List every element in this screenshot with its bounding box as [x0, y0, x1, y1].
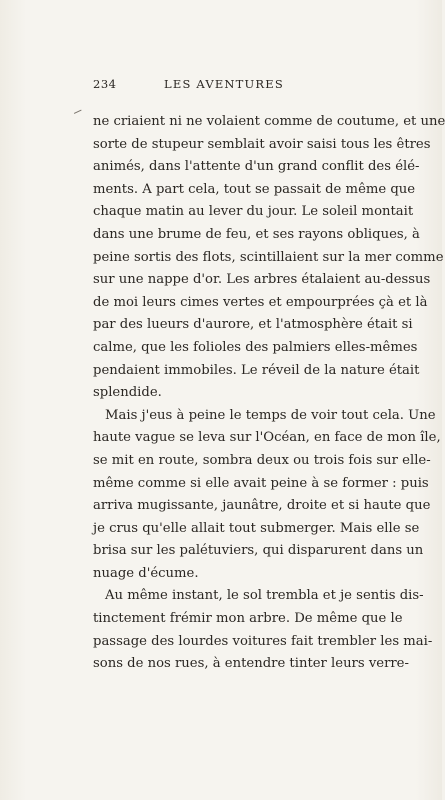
text-line: sorte de stupeur semblait avoir saisi tous les êtres: [93, 136, 431, 152]
text-line: haute vague se leva sur l'Océan, en face de mon île,: [93, 430, 441, 446]
text-line: Mais j'eus à peine le temps de voir tout cela. Une: [105, 407, 436, 423]
text-line: Au même instant, le sol trembla et je sentis dis-: [105, 588, 424, 604]
text-line: même comme si elle avait peine à se former : puis: [93, 475, 429, 491]
text-line: chaque matin au lever du jour. Le soleil montait: [93, 204, 414, 220]
text-line: peine sortis des flots, scintillaient sur la mer comme: [93, 249, 444, 265]
text-line: brisa sur les palétuviers, qui disparurent dans un: [93, 543, 424, 559]
text-line: animés, dans l'attente d'un grand conflit des élé-: [93, 159, 420, 175]
text-line: tinctement frémir mon arbre. De même que le: [93, 611, 403, 627]
text-line: nuage d'écume.: [93, 565, 199, 581]
text-line: dans une brume de feu, et ses rayons obliques, à: [93, 226, 420, 242]
page-number: 234: [93, 77, 117, 91]
text-line: ne criaient ni ne volaient comme de coutume, et une: [93, 114, 445, 129]
text-line: par des lueurs d'aurore, et l'atmosphère était si: [93, 317, 413, 333]
text-line: arriva mugissante, jaunâtre, droite et si haute que: [93, 498, 431, 514]
text-line: de moi leurs cimes vertes et empourprées çà et là: [93, 294, 428, 310]
text-line: je crus qu'elle allait tout submerger. Mais elle se: [93, 520, 420, 536]
text-line: se mit en route, sombra deux ou trois fois sur elle-: [93, 452, 431, 468]
text-line: sur une nappe d'or. Les arbres étalaient au-dessus: [93, 272, 431, 288]
text-line: splendide.: [93, 385, 162, 401]
text-line: sons de nos rues, à entendre tinter leurs verre-: [93, 656, 409, 672]
text-line: passage des lourdes voitures fait trembler les mai-: [93, 633, 433, 649]
body-text: [93, 111, 445, 676]
margin-mark: [74, 110, 84, 120]
page-header: [93, 77, 355, 93]
text-line: ments. A part cela, tout se passait de même que: [93, 181, 416, 197]
text-line: calme, que les folioles des palmiers elles-mêmes: [93, 339, 418, 355]
running-title: LES AVENTURES: [164, 77, 284, 91]
text-line: pendaient immobiles. Le réveil de la nature était: [93, 362, 420, 378]
